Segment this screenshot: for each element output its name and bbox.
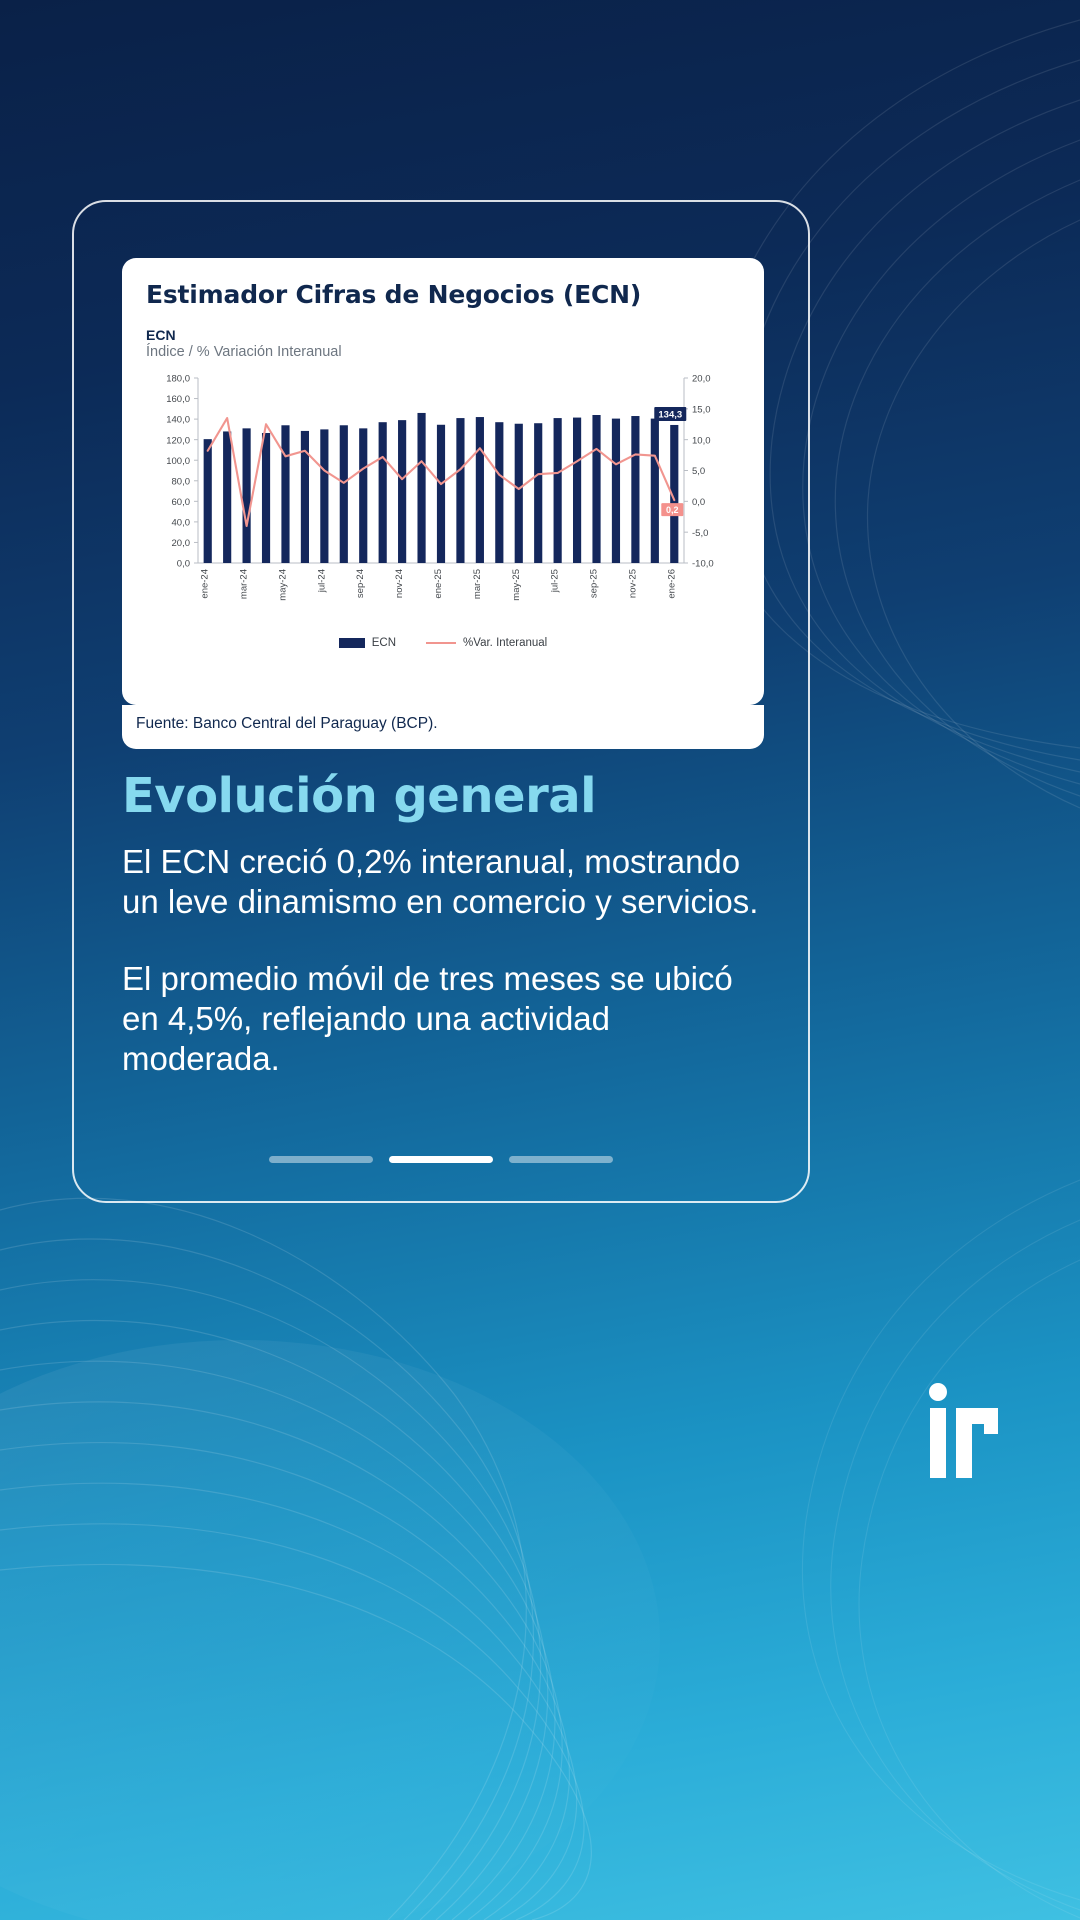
pagination-dash-3[interactable] xyxy=(509,1156,613,1163)
svg-text:-5,0: -5,0 xyxy=(692,527,709,539)
svg-text:15,0: 15,0 xyxy=(692,404,711,416)
svg-text:nov-25: nov-25 xyxy=(627,569,639,599)
legend-item-ecn xyxy=(339,637,396,649)
svg-text:nov-24: nov-24 xyxy=(394,569,406,599)
svg-text:ene-25: ene-25 xyxy=(433,569,444,599)
svg-text:0,2: 0,2 xyxy=(666,504,679,515)
pagination[interactable] xyxy=(74,1156,808,1163)
svg-text:20,0: 20,0 xyxy=(171,538,190,550)
svg-text:mar-25: mar-25 xyxy=(471,569,483,600)
svg-text:jul-24: jul-24 xyxy=(316,569,328,593)
pagination-dash-2[interactable] xyxy=(389,1156,493,1163)
content-card xyxy=(72,200,810,1203)
svg-text:-10,0: -10,0 xyxy=(692,558,714,570)
svg-text:jul-25: jul-25 xyxy=(549,569,561,593)
legend-item-variacion xyxy=(426,637,547,649)
legend-line-swatch-icon xyxy=(426,642,456,644)
svg-text:80,0: 80,0 xyxy=(171,476,190,488)
legend-bar-swatch-icon xyxy=(339,638,365,648)
svg-text:180,0: 180,0 xyxy=(166,373,190,385)
svg-text:ene-24: ene-24 xyxy=(199,569,211,599)
svg-text:120,0: 120,0 xyxy=(166,435,190,447)
svg-text:sep-25: sep-25 xyxy=(588,569,600,599)
chart-legend xyxy=(146,637,740,649)
chart-panel xyxy=(122,258,764,705)
svg-text:0,0: 0,0 xyxy=(176,558,190,570)
svg-text:134,3: 134,3 xyxy=(658,409,683,421)
legend-label-variacion: %Var. Interanual xyxy=(463,637,548,649)
svg-text:may-24: may-24 xyxy=(277,569,289,601)
svg-text:0,0: 0,0 xyxy=(692,496,706,508)
svg-text:100,0: 100,0 xyxy=(166,455,190,467)
pagination-dash-1[interactable] xyxy=(269,1156,373,1163)
svg-text:mar-24: mar-24 xyxy=(238,569,250,600)
page-headline: Evolución general xyxy=(122,768,597,824)
body-paragraph-1: El ECN creció 0,2% interanual, mostrando un leve dinamismo en comercio y servicios. xyxy=(122,843,759,921)
svg-text:10,0: 10,0 xyxy=(692,435,711,447)
chart-title: Estimador Cifras de Negocios (ECN) xyxy=(146,280,642,309)
legend-label-ecn: ECN xyxy=(371,637,397,649)
svg-text:5,0: 5,0 xyxy=(692,466,706,478)
svg-text:may-25: may-25 xyxy=(510,569,522,601)
svg-text:ene-26: ene-26 xyxy=(666,569,678,599)
body-paragraph-2: El promedio móvil de tres meses se ubicó en 4,5%, reflejando una actividad moderada. xyxy=(122,959,733,1077)
chart-subtitle: Índice / % Variación Interanual xyxy=(146,344,342,360)
svg-text:60,0: 60,0 xyxy=(171,496,190,508)
chart-source-note: Fuente: Banco Central del Paraguay (BCP). xyxy=(136,715,438,732)
svg-text:20,0: 20,0 xyxy=(692,373,711,385)
svg-text:40,0: 40,0 xyxy=(171,517,190,529)
chart-subtitle-strong: ECN xyxy=(146,327,176,343)
svg-text:sep-24: sep-24 xyxy=(355,569,367,599)
brand-logo xyxy=(926,1382,1012,1478)
body-copy xyxy=(122,842,772,1079)
chart-source-strip xyxy=(122,705,764,749)
chart-plot-area xyxy=(146,370,740,635)
svg-text:140,0: 140,0 xyxy=(166,414,190,426)
svg-text:160,0: 160,0 xyxy=(166,394,190,406)
